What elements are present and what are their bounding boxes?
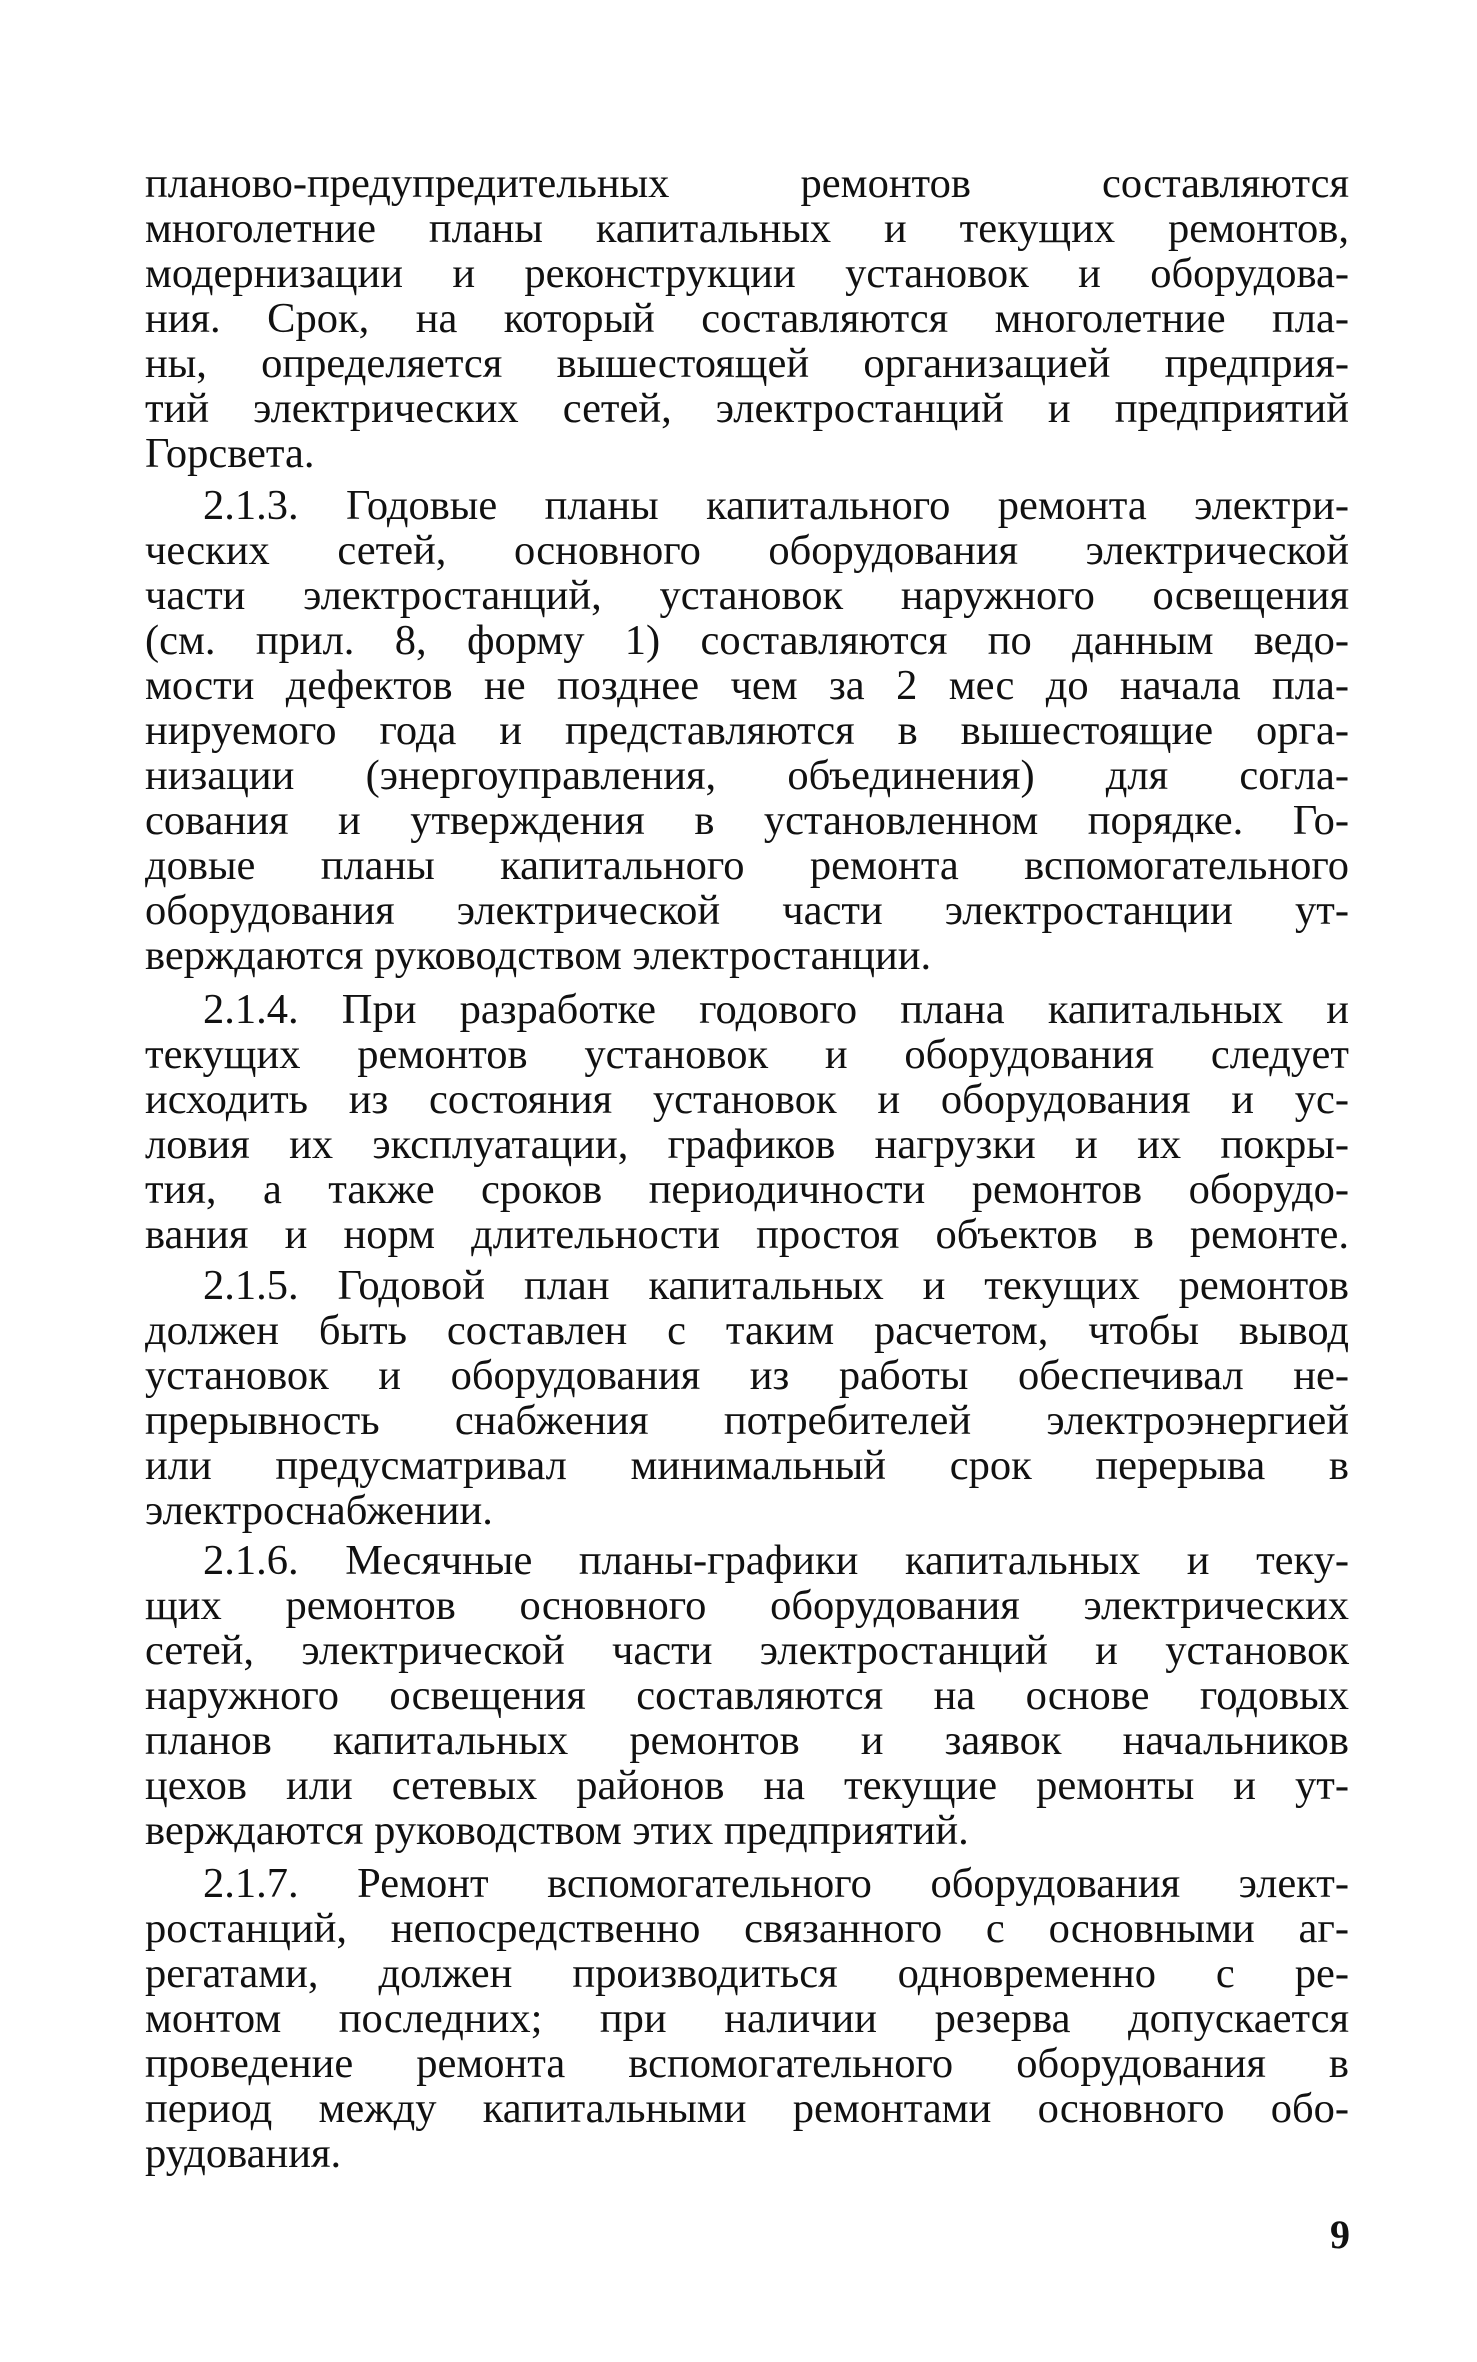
paragraph-2-1-7-first-line: 2.1.7. Ремонт вспомогательного оборудования элект- (203, 1860, 1349, 1907)
text-line: щих ремонтов основного оборудования электрических (145, 1582, 1349, 1629)
text-line: прерывность снабжения потребителей электроэнергией (145, 1397, 1349, 1444)
text-line: установок и оборудования из работы обеспечивал не- (145, 1352, 1349, 1399)
paragraph-2-1-3-first-line: 2.1.3. Годовые планы капитального ремонта электри- (203, 482, 1349, 529)
text-line: текущих ремонтов установок и оборудования следует (145, 1031, 1349, 1078)
text-line: Горсвета. (145, 430, 315, 477)
text-line: сования и утверждения в установленном порядке. Го- (145, 797, 1349, 844)
text-line: довые планы капитального ремонта вспомогательного (145, 842, 1349, 889)
text-line: оборудования электрической части электростанции ут- (145, 887, 1349, 934)
text-line: нируемого года и представляются в вышестоящие орга- (145, 707, 1349, 754)
text-line: планово-предупредительных ремонтов составляются (145, 160, 1349, 207)
paragraph-2-1-5-first-line: 2.1.5. Годовой план капитальных и текущих ремонтов (203, 1262, 1349, 1309)
text-line: наружного освещения составляются на основе годовых (145, 1672, 1349, 1719)
text-line: многолетние планы капитальных и текущих ремонтов, (145, 205, 1349, 252)
paragraph-2-1-6-first-line: 2.1.6. Месячные планы-графики капитальных и теку- (203, 1537, 1349, 1584)
text-line: верждаются руководством этих предприятий. (145, 1807, 969, 1854)
text-line: проведение ремонта вспомогательного оборудования в (145, 2040, 1349, 2087)
paragraph-2-1-4-first-line: 2.1.4. При разработке годового плана капитальных и (203, 986, 1349, 1033)
text-line: сетей, электрической части электростанций и установок (145, 1627, 1349, 1674)
text-line: исходить из состояния установок и оборудования и ус- (145, 1076, 1349, 1123)
text-line: ростанций, непосредственно связанного с основными аг- (145, 1905, 1349, 1952)
text-line: ны, определяется вышестоящей организацией предприя- (145, 340, 1349, 387)
text-line: должен быть составлен с таким расчетом, чтобы вывод (145, 1307, 1349, 1354)
text-line: период между капитальными ремонтами основного обо- (145, 2085, 1349, 2132)
text-line: монтом последних; при наличии резерва допускается (145, 1995, 1349, 2042)
text-line: ловия их эксплуатации, графиков нагрузки и их покры- (145, 1121, 1349, 1168)
text-line: регатами, должен производиться одновременно с ре- (145, 1950, 1349, 1997)
text-line: вания и норм длительности простоя объектов в ремонте. (145, 1211, 1349, 1258)
text-line: тий электрических сетей, электростанций и предприятий (145, 385, 1349, 432)
text-line: рудования. (145, 2130, 342, 2177)
text-line: тия, а также сроков периодичности ремонтов оборудо- (145, 1166, 1349, 1213)
text-line: цехов или сетевых районов на текущие ремонты и ут- (145, 1762, 1349, 1809)
text-line: части электростанций, установок наружного освещения (145, 572, 1349, 619)
text-line: электроснабжении. (145, 1487, 493, 1534)
page-number: 9 (1330, 2212, 1350, 2257)
text-line: модернизации и реконструкции установок и оборудова- (145, 250, 1349, 297)
text-line: (см. прил. 8, форму 1) составляются по данным ведо- (145, 617, 1349, 664)
text-line: планов капитальных ремонтов и заявок начальников (145, 1717, 1349, 1764)
text-line: ческих сетей, основного оборудования электрической (145, 527, 1349, 574)
text-line: мости дефектов не позднее чем за 2 мес до начала пла- (145, 662, 1349, 709)
text-line: или предусматривал минимальный срок перерыва в (145, 1442, 1349, 1489)
text-line: ния. Срок, на который составляются многолетние пла- (145, 295, 1349, 342)
text-line: верждаются руководством электростанции. (145, 932, 932, 979)
text-line: низации (энергоуправления, объединения) для согла- (145, 752, 1349, 799)
